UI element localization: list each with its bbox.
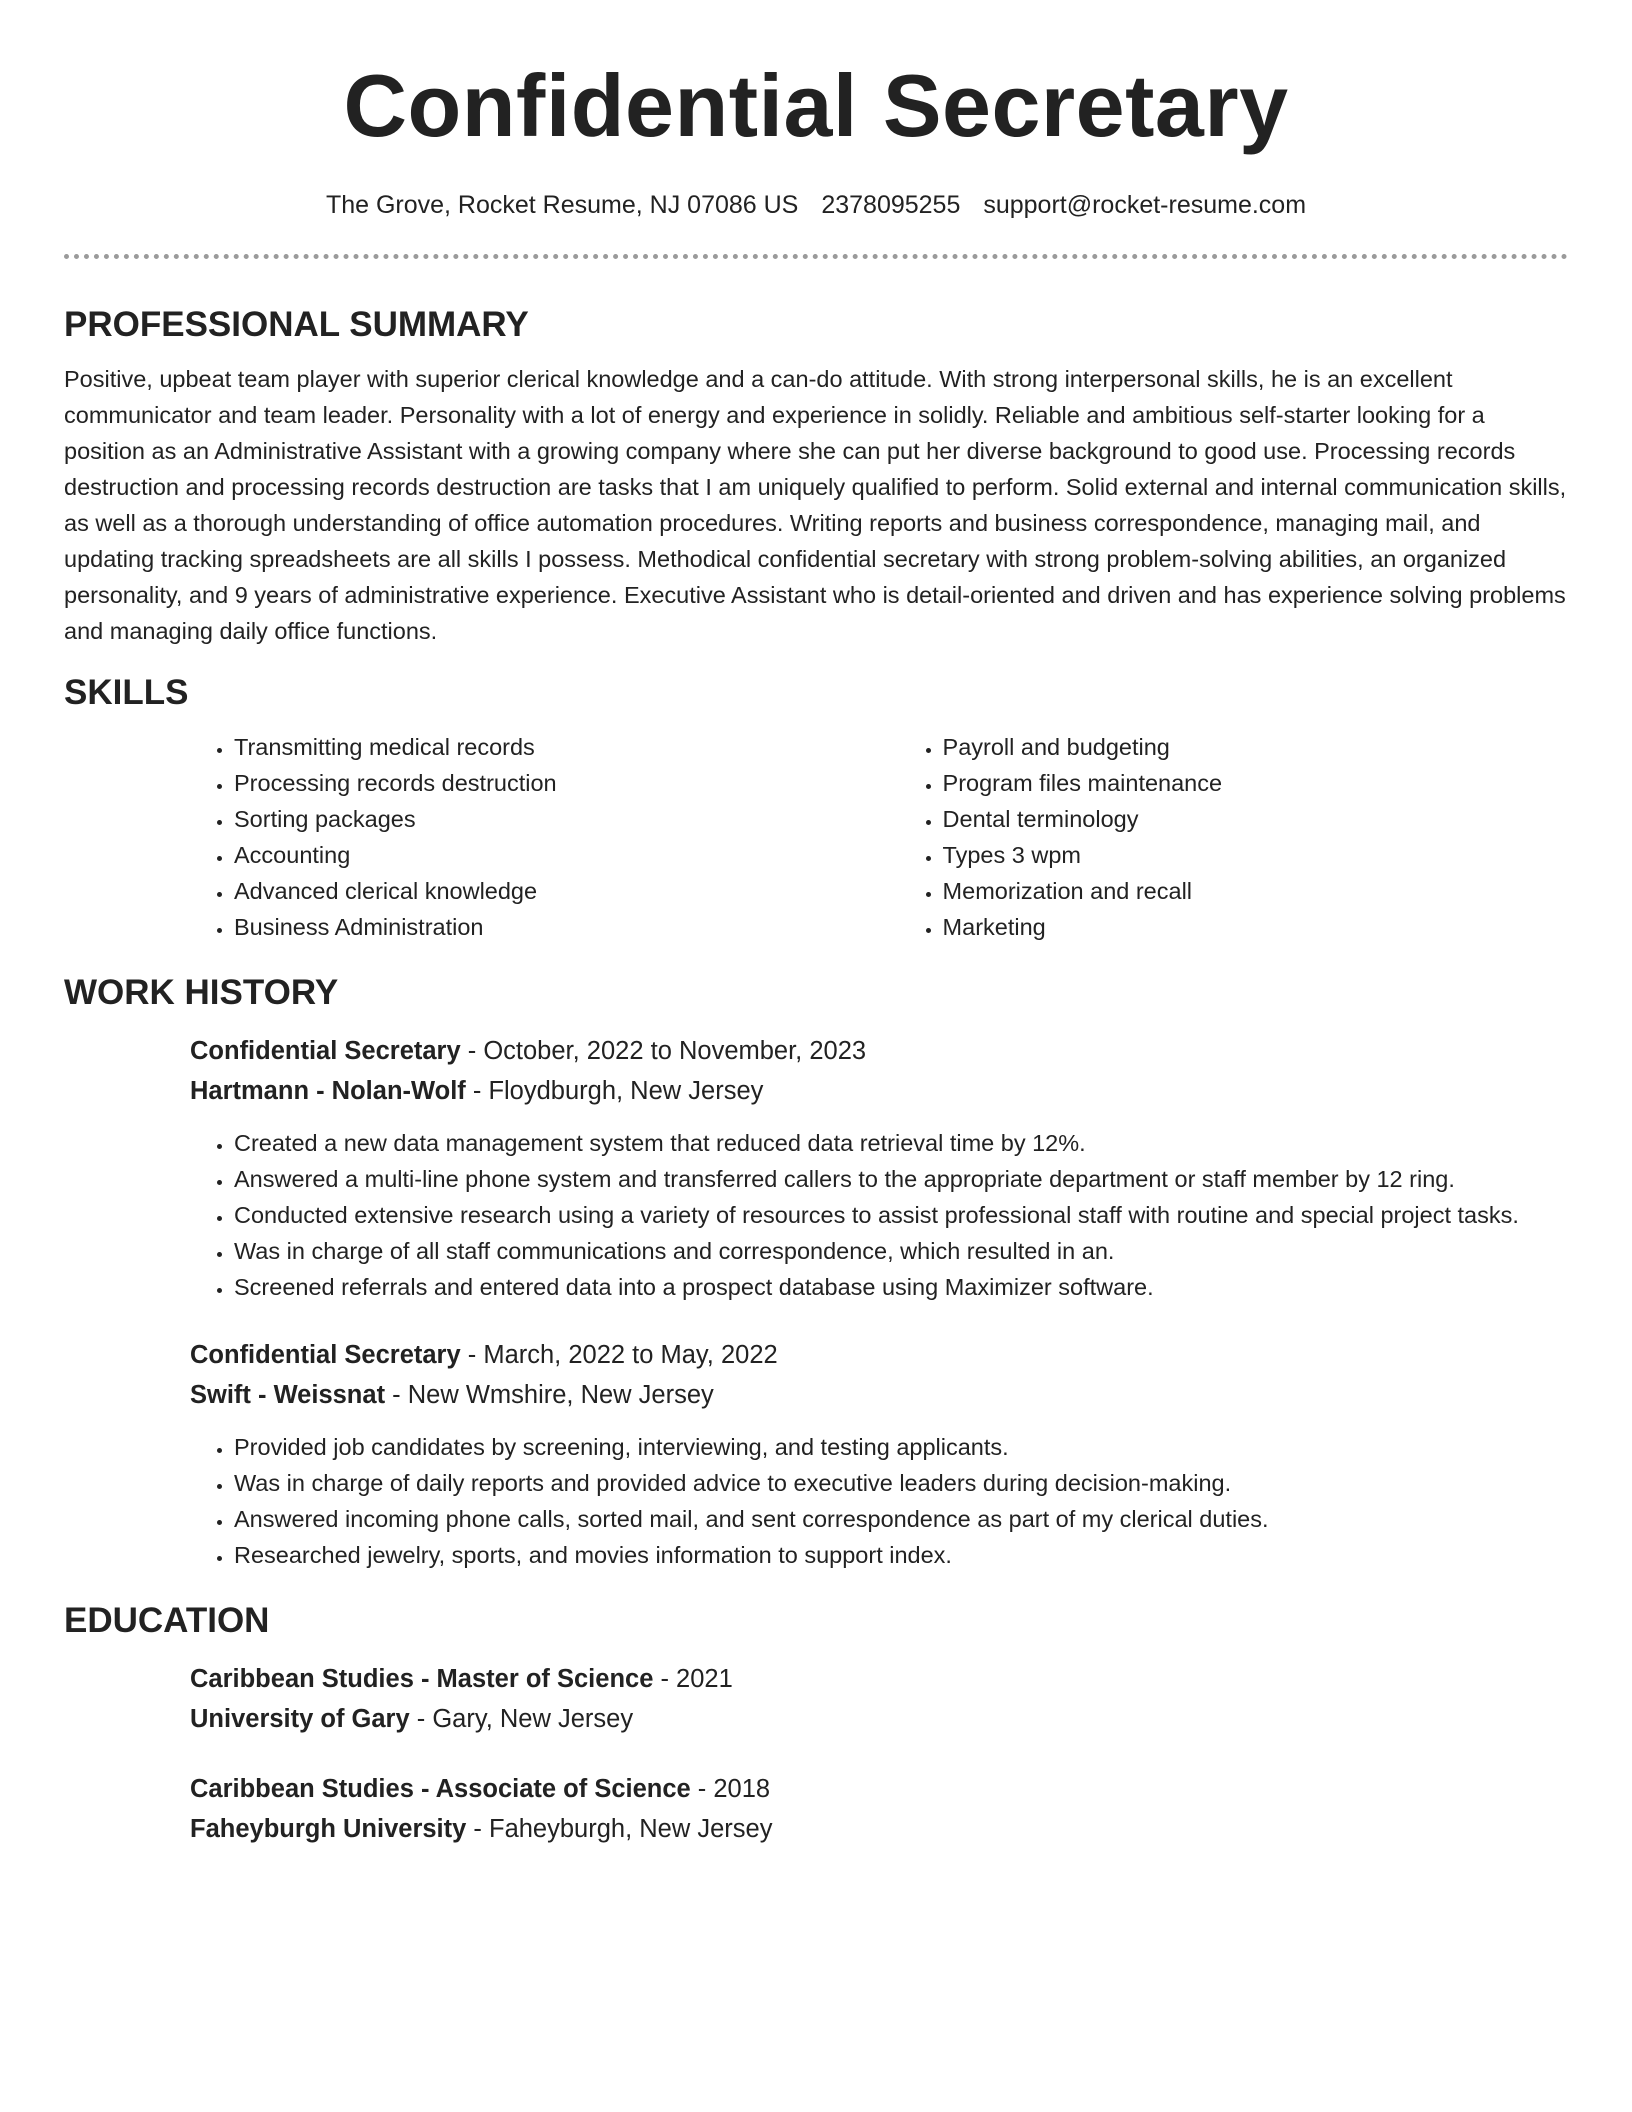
contact-line	[64, 188, 1568, 222]
job-duties	[190, 1125, 1568, 1305]
education-degree-line	[190, 1659, 1568, 1699]
education-entry	[190, 1659, 1568, 1739]
education-school: Faheyburgh University	[190, 1815, 467, 1843]
skill-item: • Program files maintenance	[943, 765, 1568, 801]
job-title-line	[190, 1335, 1568, 1375]
header-divider	[64, 254, 1568, 259]
contact-email[interactable]: support@rocket-resume.com	[983, 191, 1307, 219]
skill-item: • Transmitting medical records	[234, 729, 899, 765]
skills-list	[190, 729, 1568, 945]
resume-name: Confidential Secretary	[343, 56, 1289, 155]
education-school-line	[190, 1809, 1568, 1849]
education-degree-line	[190, 1769, 1568, 1809]
job-entry	[190, 1335, 1568, 1573]
section-title-work-history: WORK HISTORY	[64, 973, 339, 1012]
skills-column-right	[899, 729, 1568, 945]
section-title-skills: SKILLS	[64, 673, 189, 712]
summary-text: Positive, upbeat team player with superior clerical knowledge and a can-do attitude. With strong interpersonal skills, he is an excellent communicator and team leader. Personality with a lot of energy and experience in solidly. Reliable and ambitious self-starter looking for a position as an Administrative Assistant with a growing company where she can put her diverse background to good use. Processing records destruction and processing records destruction are tasks that I am uniquely qualified to perform. Solid external and internal communication skills, as well as a thorough understanding of office automation procedures. Writing reports and business correspondence, managing mail, and updating tracking spreadsheets are all skills I possess. Methodical confidential secretary with strong problem-solving abilities, an organized personality, and 9 years of administrative experience. Executive Assistant who is detail-oriented and driven and has experience solving problems and managing daily office functions.	[64, 366, 1567, 644]
skill-item: • Memorization and recall	[943, 873, 1568, 909]
job-duty: • Was in charge of all staff communications and correspondence, which resulted in an.	[234, 1233, 1568, 1269]
job-duty: • Provided job candidates by screening, interviewing, and testing applicants.	[234, 1429, 1568, 1465]
education-year: - 2021	[653, 1665, 733, 1693]
education-location: - Faheyburgh, New Jersey	[466, 1815, 773, 1843]
job-duty: • Screened referrals and entered data into a prospect database using Maximizer software.	[234, 1269, 1568, 1305]
skill-item: • Sorting packages	[234, 801, 899, 837]
skill-item: • Business Administration	[234, 909, 899, 945]
education-school-line	[190, 1699, 1568, 1739]
skill-item: • Accounting	[234, 837, 899, 873]
job-role: Confidential Secretary	[190, 1341, 461, 1369]
skills-column-left	[190, 729, 899, 945]
education-degree: Caribbean Studies - Master of Science	[190, 1665, 654, 1693]
education-degree: Caribbean Studies - Associate of Science	[190, 1775, 691, 1803]
job-entry	[190, 1031, 1568, 1305]
education-year: - 2018	[690, 1775, 771, 1803]
job-dates: - October, 2022 to November, 2023	[460, 1037, 867, 1065]
section-title-education: EDUCATION	[64, 1601, 270, 1640]
skill-item: • Marketing	[943, 909, 1568, 945]
contact-phone: 2378095255	[821, 191, 961, 219]
skill-item: • Types 3 wpm	[943, 837, 1568, 873]
job-duty: • Was in charge of daily reports and provided advice to executive leaders during decision-making.	[234, 1465, 1568, 1501]
job-company: Hartmann - Nolan-Wolf	[190, 1077, 466, 1105]
skill-item: • Dental terminology	[943, 801, 1568, 837]
job-location: - New Wmshire, New Jersey	[385, 1381, 714, 1409]
skill-item: • Processing records destruction	[234, 765, 899, 801]
education-entry	[190, 1769, 1568, 1849]
skill-item: • Advanced clerical knowledge	[234, 873, 899, 909]
job-duty: • Conducted extensive research using a variety of resources to assist professional staff with routine and special project tasks.	[234, 1197, 1568, 1233]
job-dates: - March, 2022 to May, 2022	[460, 1341, 778, 1369]
job-duty: • Answered incoming phone calls, sorted mail, and sent correspondence as part of my clerical duties.	[234, 1501, 1568, 1537]
job-role: Confidential Secretary	[190, 1037, 461, 1065]
skill-item: • Payroll and budgeting	[943, 729, 1568, 765]
job-title-line	[190, 1031, 1568, 1071]
job-duties	[190, 1429, 1568, 1573]
education-location: - Gary, New Jersey	[409, 1705, 634, 1733]
job-company: Swift - Weissnat	[190, 1381, 386, 1409]
contact-address: The Grove, Rocket Resume, NJ 07086 US	[325, 191, 799, 219]
job-company-line	[190, 1375, 1568, 1415]
job-duty: • Answered a multi-line phone system and transferred callers to the appropriate department or staff member by 12 ring.	[234, 1161, 1568, 1197]
job-company-line	[190, 1071, 1568, 1111]
section-title-summary: PROFESSIONAL SUMMARY	[64, 305, 529, 344]
education-school: University of Gary	[190, 1705, 410, 1733]
job-duty: • Researched jewelry, sports, and movies information to support index.	[234, 1537, 1568, 1573]
job-location: - Floydburgh, New Jersey	[465, 1077, 764, 1105]
job-duty: • Created a new data management system that reduced data retrieval time by 12%.	[234, 1125, 1568, 1161]
